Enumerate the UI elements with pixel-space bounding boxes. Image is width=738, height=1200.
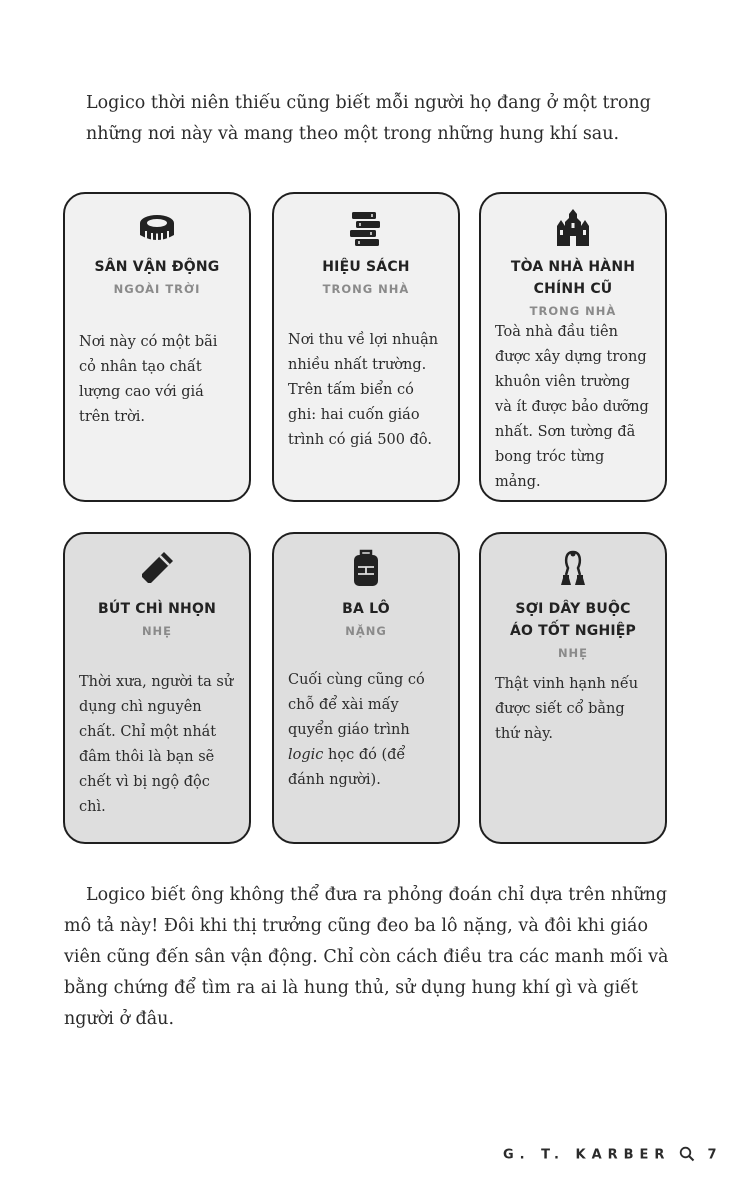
card-title: SÂN VẬN ĐỘNG xyxy=(94,259,220,275)
backpack-icon xyxy=(346,548,386,588)
card-subtitle: NHẸ xyxy=(557,646,589,660)
card-location-bookstore xyxy=(272,192,460,502)
graduation-cord-icon xyxy=(553,548,593,588)
card-description: Thời xưa, người ta sử dụng chì nguyên chất. Chỉ một nhát đâm thôi là bạn sẽ chết vì bị ngộ độc chì. xyxy=(79,674,234,815)
card-weapon-pencil xyxy=(63,532,251,844)
page-number: 7 xyxy=(707,1147,723,1163)
card-description: Cuối cùng cũng có chỗ để xài mấy quyển giáo trình logic học đó (để đánh người). xyxy=(288,672,425,788)
card-title: BA LÔ xyxy=(342,601,390,617)
card-weapon-graduation-cord xyxy=(479,532,667,844)
old-building-icon xyxy=(553,208,593,248)
page-footer xyxy=(503,1146,723,1164)
stadium-icon xyxy=(137,208,177,248)
outro-paragraph: Logico biết ông không thể đưa ra phỏng đoán chỉ dựa trên những mô tả này! Đôi khi thị trưởng cũng đeo ba lô nặng, và đôi khi giáo viên cũng đến sân vận động. Chỉ còn cách điều tra các manh mối và bằng chứng để tìm ra ai là hung thủ, sử dụng hung khí gì và giết người ở đâu. xyxy=(64,885,669,1029)
card-description: Toà nhà đầu tiên được xây dựng trong khuôn viên trường và ít được bảo dưỡng nhất. Sơn tường đã bong tróc từng mảng. xyxy=(495,324,649,490)
card-subtitle: TRONG NHÀ xyxy=(529,304,617,318)
author-name: G. T. KARBER xyxy=(503,1147,671,1163)
intro-paragraph: Logico thời niên thiếu cũng biết mỗi người họ đang ở một trong những nơi này và mang theo một trong những hung khí sau. xyxy=(86,93,651,144)
card-subtitle: TRONG NHÀ xyxy=(322,282,410,296)
card-title: SỢI DÂY BUỘC ÁO TỐT NGHIỆP xyxy=(509,601,637,639)
card-location-stadium xyxy=(63,192,251,502)
card-title: TÒA NHÀ HÀNH CHÍNH CŨ xyxy=(510,259,636,297)
card-weapon-backpack xyxy=(272,532,460,844)
card-title: BÚT CHÌ NHỌN xyxy=(98,601,216,617)
magnifier-icon xyxy=(679,1146,695,1162)
card-location-old-building xyxy=(479,192,667,502)
pencil-icon xyxy=(137,548,177,588)
card-subtitle: NHẸ xyxy=(141,624,173,638)
card-description: Thật vinh hạnh nếu được siết cổ bằng thứ này. xyxy=(495,676,639,742)
card-title: HIỆU SÁCH xyxy=(322,259,410,275)
card-description: Nơi này có một bãi cỏ nhân tạo chất lượng cao với giá trên trời. xyxy=(79,334,218,425)
books-icon xyxy=(346,208,386,248)
card-subtitle: NGOÀI TRỜI xyxy=(113,282,201,296)
card-description: Nơi thu về lợi nhuận nhiều nhất trường. Trên tấm biển có ghi: hai cuốn giáo trình có giá 500 đô. xyxy=(288,332,439,448)
card-subtitle: NẶNG xyxy=(345,624,387,638)
